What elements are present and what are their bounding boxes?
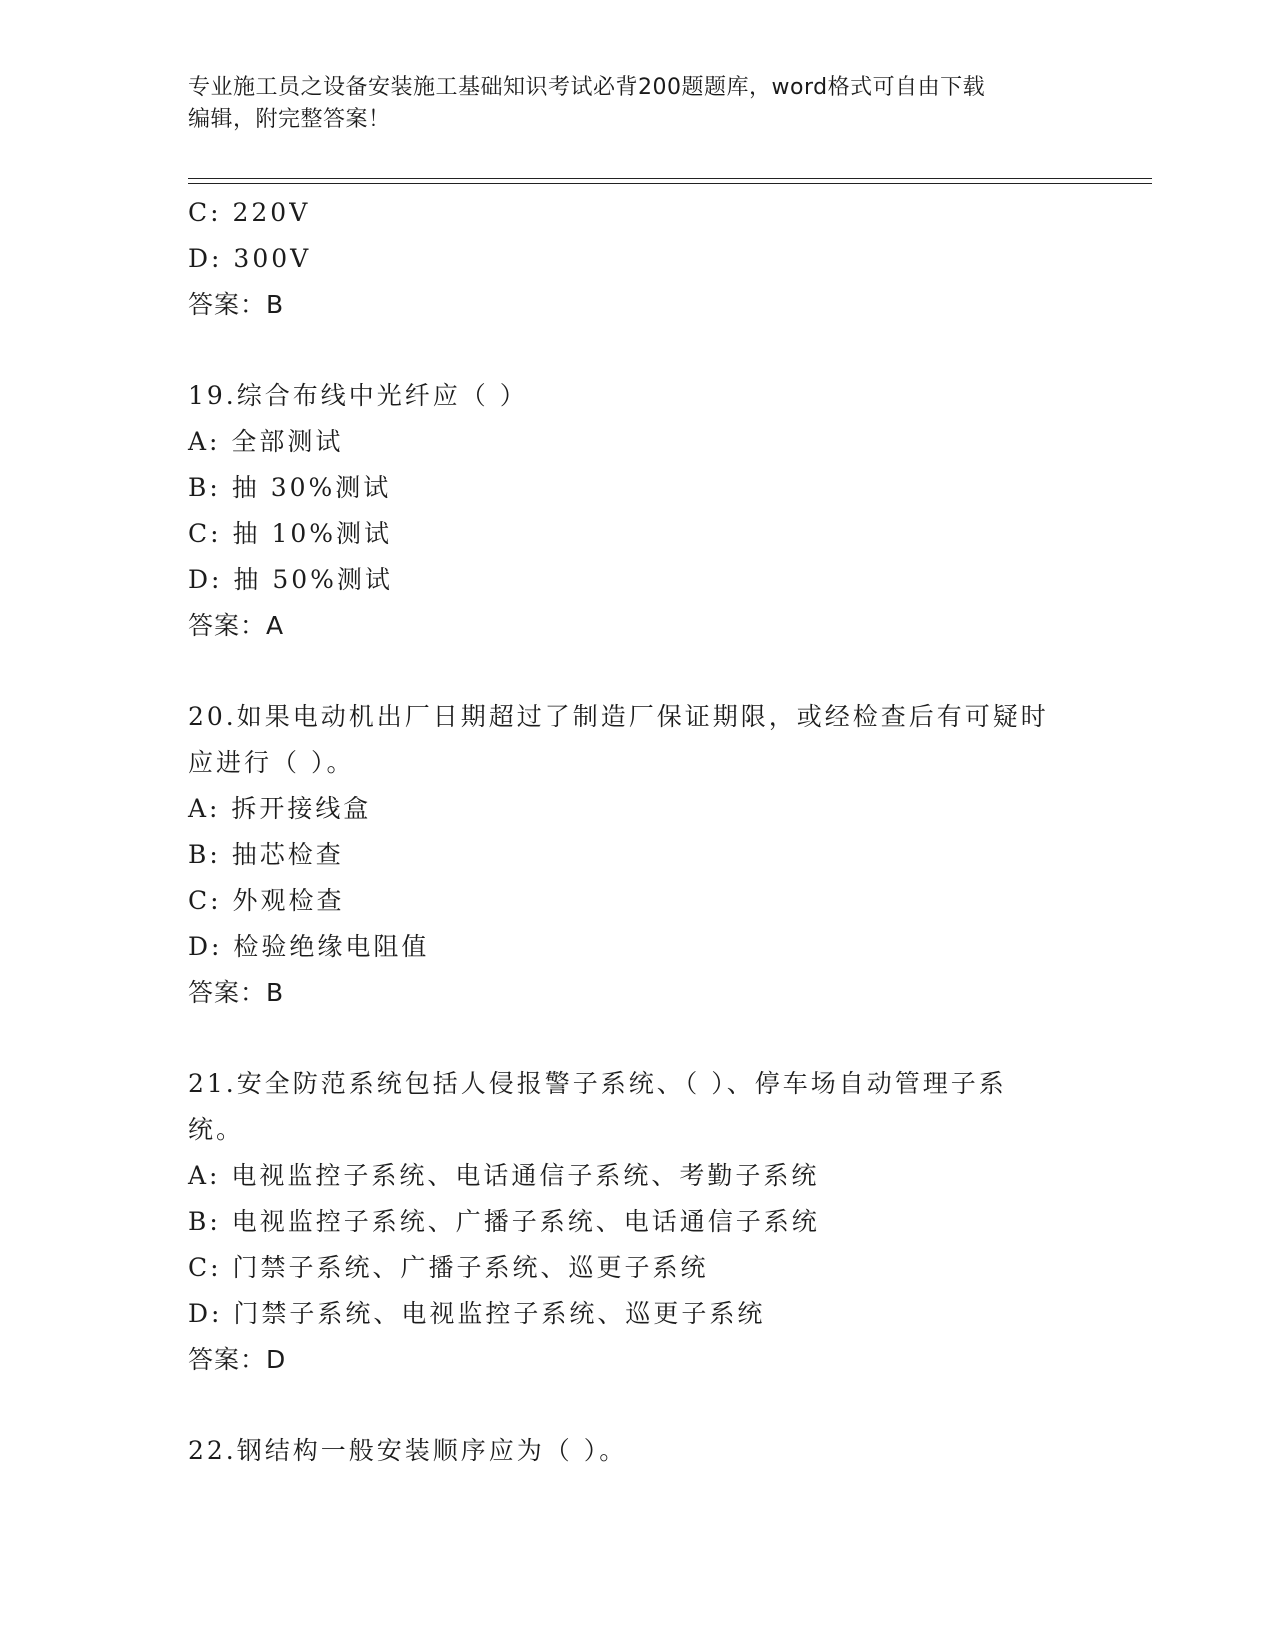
spacer [188,649,1088,694]
question-text [188,373,1088,419]
answer-line: 答案：B [188,978,285,1007]
option-c: C: 220V [188,198,311,227]
option-c: C: 外观检查 [188,886,345,915]
answer-line: 答案：D [188,1345,287,1374]
header-rule-bottom [188,183,1152,184]
spacer [188,328,1088,373]
question-stem: 安全防范系统包括人侵报警子系统、（ ）、停车场自动管理子系 [236,1069,1007,1098]
question-text-continued: 统。 [188,1115,245,1144]
question-22 [188,1428,1088,1474]
option-d: D: 300V [188,244,312,273]
question-text [188,1061,1088,1107]
question-number: 22. [188,1436,237,1465]
question-number: 19. [188,381,237,410]
answer-line: 答案：A [188,611,285,640]
document-header [188,72,1088,136]
option-a: A: 全部测试 [188,427,344,456]
option-b: B: 电视监控子系统、广播子系统、电话通信子系统 [188,1207,820,1236]
header-title-line-2: 编辑，附完整答案！ [188,107,391,132]
question-20 [188,694,1088,1016]
question-stem: 如果电动机出厂日期超过了制造厂保证期限，或经检查后有可疑时 [236,702,1049,731]
question-text-continued: 应进行（ ）。 [188,748,355,777]
question-stem: 钢结构一般安装顺序应为（ ）。 [236,1436,628,1465]
spacer [188,1383,1088,1428]
option-c: C: 门禁子系统、广播子系统、巡更子系统 [188,1253,709,1282]
question-stem: 综合布线中光纤应（ ） [236,381,528,410]
question-21 [188,1061,1088,1383]
option-b: B: 抽 30%测试 [188,473,392,502]
header-rule-top [188,178,1152,179]
question-text [188,694,1088,740]
option-a: A: 电视监控子系统、电话通信子系统、考勤子系统 [188,1161,820,1190]
option-a: A: 拆开接线盒 [188,794,372,823]
header-title-line-1: 专业施工员之设备安装施工基础知识考试必背200题题库，word格式可自由下载 [188,75,986,100]
option-c: C: 抽 10%测试 [188,519,393,548]
option-d: D: 检验绝缘电阻值 [188,932,430,961]
question-19 [188,373,1088,649]
option-d: D: 抽 50%测试 [188,565,393,594]
option-b: B: 抽芯检查 [188,840,344,869]
document-body [188,190,1088,1474]
option-d: D: 门禁子系统、电视监控子系统、巡更子系统 [188,1299,766,1328]
answer-line: 答案：B [188,290,285,319]
question-18-continuation [188,190,1088,328]
question-number: 21. [188,1069,237,1098]
question-text [188,1428,1088,1474]
question-number: 20. [188,702,237,731]
spacer [188,1016,1088,1061]
